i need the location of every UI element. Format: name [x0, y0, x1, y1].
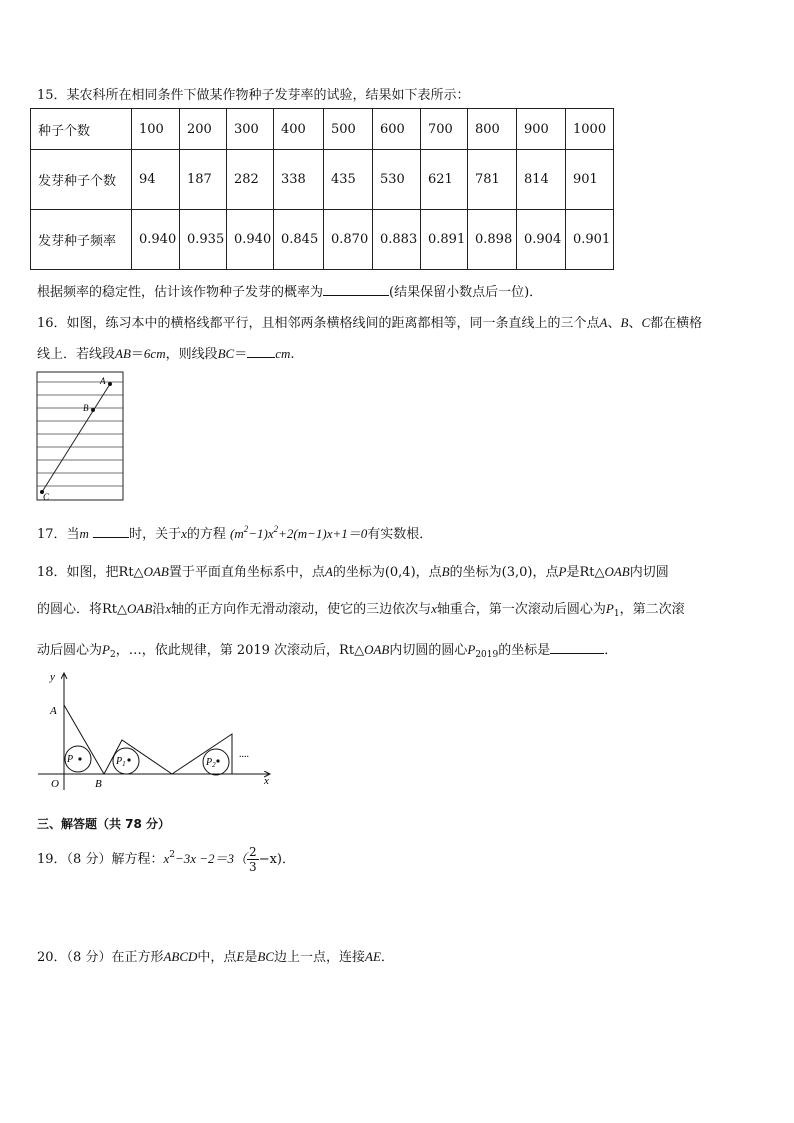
- table-cell: 0.891: [421, 210, 468, 270]
- q18-text: 的圆心．将Rt△: [37, 602, 128, 617]
- q20-text: 20．（8 分）在正方形: [37, 950, 164, 965]
- equals: ＝: [130, 347, 144, 362]
- table-cell: 500: [324, 109, 373, 150]
- subscript: 2019: [475, 650, 499, 660]
- point-label: C: [641, 315, 651, 330]
- label-p2-letter: P: [206, 757, 213, 768]
- label-c: C: [43, 492, 50, 502]
- table-cell: 0.940: [132, 210, 180, 270]
- rolling-triangle-figure: [38, 667, 278, 792]
- q18-text: 内切圆: [629, 565, 669, 580]
- q18-text: ，点: [415, 565, 442, 580]
- label-a: A: [50, 705, 57, 717]
- q18-text: 的坐标是: [498, 643, 551, 658]
- table-row: [31, 210, 614, 270]
- variable-x: x: [165, 601, 172, 616]
- q17-text: 17．当: [37, 527, 80, 542]
- q15-stem: 15．某农科所在相同条件下做某作物种子发芽率的试验，结果如下表所示：: [37, 88, 470, 103]
- variable-m: m: [79, 526, 89, 541]
- table-cell: 282: [227, 150, 274, 210]
- table-cell: 0.898: [468, 210, 517, 270]
- answer-blank: [323, 283, 389, 296]
- segment-label: AE: [365, 949, 381, 964]
- ellipsis: ....: [239, 749, 249, 760]
- label-p1-sub: 1: [122, 760, 126, 768]
- q16-line2: [37, 343, 295, 362]
- unit: cm: [275, 346, 291, 361]
- ruled-notebook-figure: [36, 371, 126, 503]
- answer-blank: [93, 525, 129, 538]
- point-label: P: [605, 601, 614, 616]
- seed-germination-table: [30, 108, 614, 270]
- table-cell: 530: [373, 150, 421, 210]
- table-cell: 814: [517, 150, 566, 210]
- q18-text: 轴重合，第一次滚动后圆心为: [436, 602, 606, 617]
- q15-conclusion: [37, 281, 542, 300]
- table-cell: 187: [180, 150, 227, 210]
- segment-ac: [42, 384, 110, 492]
- q17-text: 有实数根．: [367, 527, 433, 542]
- table-cell: 901: [566, 150, 614, 210]
- variable-x: x: [163, 851, 170, 866]
- triangle-name: OAB: [604, 564, 630, 579]
- table-cell: 400: [274, 109, 324, 150]
- center-p1: [127, 758, 130, 761]
- horizontal-lines: [37, 382, 123, 486]
- point-label: B: [441, 564, 450, 579]
- q17-line: [37, 523, 432, 542]
- table-row: [31, 150, 614, 210]
- q17-text: 的方程: [186, 527, 226, 542]
- q16-line1: [37, 312, 702, 331]
- label-p1-letter: P: [116, 756, 123, 767]
- label-p2-sub: 2: [212, 761, 216, 769]
- q18-line1: [37, 561, 669, 580]
- period: ．: [604, 643, 618, 658]
- period: .: [290, 347, 295, 362]
- triangle-name: OAB: [127, 601, 153, 616]
- q16-text: 都在横格: [650, 316, 703, 331]
- subscript: 2: [109, 650, 116, 660]
- label-p: P: [67, 754, 74, 765]
- point-label: E: [236, 949, 245, 964]
- table-cell: 0.904: [517, 210, 566, 270]
- point-b: [91, 408, 95, 412]
- q19-text: 19．（8 分）解方程：: [37, 852, 164, 867]
- q18-text: ，点: [532, 565, 559, 580]
- origin-label: O: [51, 778, 59, 790]
- point-label: A: [599, 315, 608, 330]
- y-axis-label: y: [50, 671, 55, 683]
- equation-part: −3x −2＝3（: [174, 851, 248, 866]
- table-cell: 0.935: [180, 210, 227, 270]
- point-label: P: [558, 564, 567, 579]
- table-cell: 0.901: [566, 210, 614, 270]
- fraction: [247, 845, 259, 874]
- table-cell: 300: [227, 109, 274, 150]
- period: ．: [380, 950, 394, 965]
- section-heading: 三、解答题（共 78 分）: [37, 817, 171, 831]
- row-header: 发芽种子频率: [31, 210, 132, 270]
- segment-label: BC: [217, 346, 235, 361]
- table-cell: 0.940: [227, 210, 274, 270]
- table-cell: 1000: [566, 109, 614, 150]
- q18-text: 置于平面直角坐标系中，点: [168, 565, 325, 580]
- exponent: 2: [243, 524, 249, 534]
- point-label: P: [467, 642, 476, 657]
- table-cell: 700: [421, 109, 468, 150]
- table-cell: 800: [468, 109, 517, 150]
- segment-label: BC: [257, 949, 275, 964]
- length-value: 6cm: [143, 346, 166, 361]
- table-cell: 621: [421, 150, 468, 210]
- segment-label: AB: [115, 346, 131, 361]
- exponent: 2: [273, 524, 279, 534]
- table-cell: 200: [180, 109, 227, 150]
- q18-text: 是Rt△: [566, 565, 605, 580]
- table-cell: 600: [373, 109, 421, 150]
- answer-blank: [550, 641, 604, 654]
- label-b: B: [83, 403, 89, 413]
- answer-blank: [247, 345, 275, 358]
- x-axis-label: x: [264, 775, 269, 787]
- triangle-name: OAB: [143, 564, 169, 579]
- numerator: 2: [249, 845, 257, 859]
- q18-text: 的坐标为: [332, 565, 385, 580]
- point-label: B: [620, 315, 629, 330]
- label-p1: [115, 756, 126, 768]
- q18-text: 沿: [152, 602, 166, 617]
- q18-line2: [37, 598, 685, 619]
- triangle-roll-2: [172, 734, 232, 774]
- separator: 、: [607, 316, 621, 331]
- point-label: A: [324, 564, 333, 579]
- q20-text: 边上一点，连接: [274, 950, 366, 965]
- separator: 、: [628, 316, 642, 331]
- variable-x: x: [431, 601, 437, 616]
- table-cell: 338: [274, 150, 324, 210]
- triangle-name: OAB: [364, 642, 390, 657]
- q18-line3: [37, 639, 617, 660]
- exponent: 2: [169, 850, 175, 860]
- table-cell: 0.870: [324, 210, 373, 270]
- point-label: P: [102, 642, 110, 657]
- q18-text: 内切圆的圆心: [389, 643, 468, 658]
- q20-line: [37, 946, 394, 965]
- subscript: 1: [613, 609, 620, 619]
- equation: [230, 526, 367, 541]
- table-cell: 900: [517, 109, 566, 150]
- equation-part: −x)．: [258, 852, 295, 867]
- q18-text: 18．如图，把Rt△: [37, 565, 144, 580]
- q16-text: ，则线段: [165, 347, 218, 362]
- row-header: 种子个数: [31, 109, 132, 150]
- label-p2: [205, 757, 216, 769]
- square-name: ABCD: [163, 949, 198, 964]
- q16-text: 线上．若线段: [37, 347, 116, 362]
- coordinate: (0,4): [384, 565, 416, 580]
- q20-text: 中，点: [197, 950, 237, 965]
- q20-text: 是: [244, 950, 258, 965]
- q17-text: 时，关于: [129, 527, 182, 542]
- q15-text-b: (结果保留小数点后一位)．: [389, 285, 543, 300]
- table-cell: 0.883: [373, 210, 421, 270]
- center-p2: [216, 759, 219, 762]
- table-cell: 435: [324, 150, 373, 210]
- notebook-frame: [37, 372, 123, 500]
- table-cell: 94: [132, 150, 180, 210]
- q18-text: 的坐标为: [449, 565, 502, 580]
- point-a: [108, 382, 112, 386]
- q18-text: 动后圆心为: [37, 643, 103, 658]
- q16-text: 16．如图，练习本中的横格线都平行，且相邻两条横格线间的距离都相等，同一条直线上的三个点: [37, 316, 600, 331]
- eq-part: (m: [230, 526, 244, 541]
- q18-text: 轴的正方向作无滑动滚动，使它的三边依次与: [171, 602, 432, 617]
- denominator: 3: [249, 860, 257, 874]
- q15-text-a: 根据频率的稳定性，估计该作物种子发芽的概率为: [37, 285, 324, 300]
- q18-text: ，第二次滚: [619, 602, 685, 617]
- variable-x: x: [181, 526, 187, 541]
- center-p: [78, 757, 81, 760]
- coordinate: (3,0): [501, 565, 533, 580]
- table-cell: 781: [468, 150, 517, 210]
- table-cell: 100: [132, 109, 180, 150]
- eq-part: +2(m−1)x+1＝0: [278, 526, 368, 541]
- eq-part: −1)x: [248, 526, 274, 541]
- q19-line: [37, 845, 295, 874]
- equals: ＝: [234, 347, 248, 362]
- q18-text: ，…，依此规律，第 2019 次滚动后，Rt△: [115, 643, 365, 658]
- label-a: A: [100, 376, 106, 386]
- table-row: [31, 109, 614, 150]
- table-cell: 0.845: [274, 210, 324, 270]
- row-header: 发芽种子个数: [31, 150, 132, 210]
- label-b: B: [95, 778, 102, 790]
